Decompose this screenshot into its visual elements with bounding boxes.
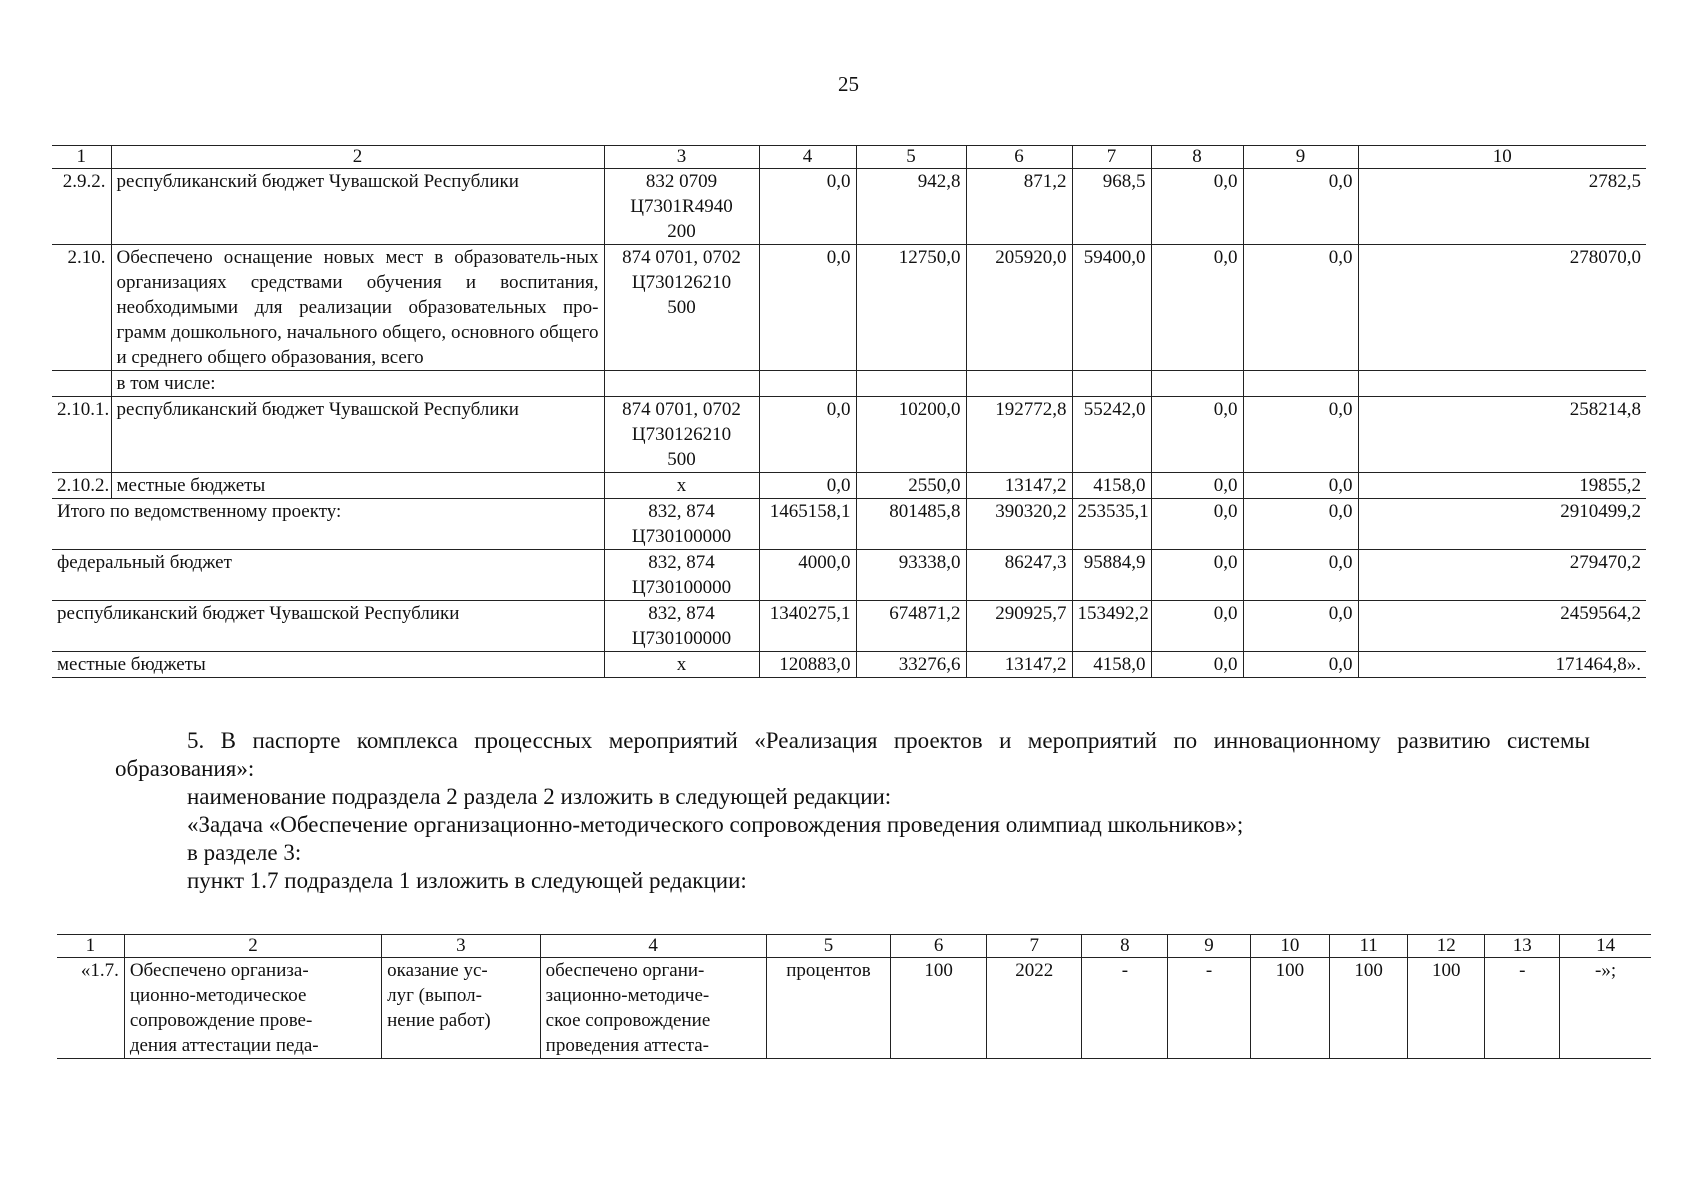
table-row: [57, 958, 1651, 1059]
text-line: x: [676, 475, 687, 496]
table-row: [52, 371, 1646, 397]
paragraph: наименование подраздела 2 раздела 2 изложить в следующей редакции:: [187, 784, 892, 809]
column-header: 5: [766, 935, 891, 958]
text-line: 874 0701, 0702: [622, 399, 741, 420]
value-cell: 19855,2: [1358, 473, 1646, 499]
value-cell: [1358, 371, 1646, 397]
row-number: «1.7.: [57, 958, 124, 1059]
value-cell: 13147,2: [966, 473, 1072, 499]
row-number: 2.10.1.: [52, 397, 111, 473]
row-name: Обеспечено оснащение новых мест в образователь-ных организациях средствами обучения и воспитания, необходимыми для реализации образовательных про-грамм дошкольного, начального общего, основного общего и среднего общего образования, всего: [111, 245, 604, 371]
year-cell: 2022: [986, 958, 1082, 1059]
paragraph: в разделе 3:: [187, 840, 302, 865]
text-line: 500: [667, 449, 696, 470]
value-cell: 942,8: [856, 169, 966, 245]
column-header: 11: [1330, 935, 1408, 958]
table-header-row: [57, 935, 1651, 958]
row-name: республиканский бюджет Чувашской Республики: [111, 397, 604, 473]
text-line: ское сопровождение: [545, 1010, 711, 1031]
text-line: Ц730126210: [631, 424, 732, 445]
indicator-name: [124, 958, 381, 1059]
text-line: 832, 874: [648, 501, 715, 522]
value-cell: 153492,2: [1072, 601, 1151, 652]
budget-code: [604, 473, 759, 499]
row-name: республиканский бюджет Чувашской Республики: [111, 169, 604, 245]
column-header: 13: [1485, 935, 1560, 958]
text-line: ционно-методическое: [129, 985, 307, 1006]
value-cell: 93338,0: [856, 550, 966, 601]
text-line: Ц730100000: [631, 628, 732, 649]
value-cell: 968,5: [1072, 169, 1151, 245]
text-line: Ц730100000: [631, 526, 732, 547]
value-cell: -»;: [1560, 958, 1651, 1059]
value-cell: 4158,0: [1072, 652, 1151, 678]
value-cell: 0,0: [759, 397, 856, 473]
value-cell: 0,0: [1151, 473, 1243, 499]
column-header: 2: [111, 146, 604, 169]
text-line: проведения аттеста-: [545, 1035, 709, 1056]
value-cell: [856, 371, 966, 397]
text-line: сопровождение прове-: [129, 1010, 313, 1031]
total-label: Итого по ведомственному проекту:: [52, 499, 604, 550]
table-header-row: [52, 146, 1646, 169]
value-cell: 278070,0: [1358, 245, 1646, 371]
column-header: 9: [1243, 146, 1358, 169]
column-header: 1: [57, 935, 124, 958]
value-cell: 0,0: [1151, 499, 1243, 550]
value-cell: 2782,5: [1358, 169, 1646, 245]
budget-code: [604, 169, 759, 245]
row-name: в том числе:: [111, 371, 604, 397]
value-cell: [759, 371, 856, 397]
value-cell: 120883,0: [759, 652, 856, 678]
value-cell: 2459564,2: [1358, 601, 1646, 652]
value-cell: 0,0: [1243, 601, 1358, 652]
row-number: 2.10.2.: [52, 473, 111, 499]
budget-code: [604, 371, 759, 397]
value-cell: 0,0: [1151, 397, 1243, 473]
column-header: 6: [966, 146, 1072, 169]
column-header: 6: [891, 935, 987, 958]
value-cell: 4158,0: [1072, 473, 1151, 499]
column-header: 8: [1151, 146, 1243, 169]
value-cell: 0,0: [1151, 169, 1243, 245]
value-cell: 0,0: [1243, 550, 1358, 601]
total-row: [52, 550, 1646, 601]
value-cell: [1151, 371, 1243, 397]
budget-code: [604, 601, 759, 652]
text-line: 200: [667, 221, 696, 242]
column-header: 1: [52, 146, 111, 169]
value-cell: 205920,0: [966, 245, 1072, 371]
value-cell: 0,0: [759, 473, 856, 499]
value-cell: 0,0: [1151, 550, 1243, 601]
value-cell: 390320,2: [966, 499, 1072, 550]
value-cell: 100: [1250, 958, 1329, 1059]
value-cell: 0,0: [1151, 245, 1243, 371]
value-cell: 100: [891, 958, 987, 1059]
text-line: оказание ус-: [387, 960, 488, 981]
table-row: [52, 245, 1646, 371]
value-cell: 0,0: [1243, 652, 1358, 678]
text-line: Ц730100000: [631, 577, 732, 598]
value-cell: 674871,2: [856, 601, 966, 652]
value-cell: [1243, 371, 1358, 397]
table-row: [52, 397, 1646, 473]
budget-code: [604, 245, 759, 371]
total-label: федеральный бюджет: [52, 550, 604, 601]
paragraph: пункт 1.7 подраздела 1 изложить в следующей редакции:: [187, 868, 747, 893]
column-header: 14: [1560, 935, 1651, 958]
value-cell: 12750,0: [856, 245, 966, 371]
row-number: [52, 371, 111, 397]
budget-code: [604, 397, 759, 473]
value-cell: 0,0: [759, 169, 856, 245]
value-cell: 55242,0: [1072, 397, 1151, 473]
service-type: [382, 958, 541, 1059]
text-line: 832 0709: [645, 171, 718, 192]
column-header: 4: [540, 935, 766, 958]
body-text: [115, 727, 1590, 895]
text-line: луг (выпол-: [387, 985, 482, 1006]
text-line: обеспечено органи-: [545, 960, 705, 981]
budget-table: [52, 145, 1646, 678]
column-header: 10: [1250, 935, 1329, 958]
text-line: 500: [667, 297, 696, 318]
column-header: 5: [856, 146, 966, 169]
unit-cell: процентов: [766, 958, 891, 1059]
budget-code: [604, 652, 759, 678]
column-header: 7: [986, 935, 1082, 958]
text-line: 832, 874: [648, 603, 715, 624]
indicator-table: [57, 934, 1651, 1059]
value-cell: [1072, 371, 1151, 397]
total-label: местные бюджеты: [52, 652, 604, 678]
value-cell: -: [1485, 958, 1560, 1059]
value-cell: 0,0: [1151, 652, 1243, 678]
text-line: Ц730126210: [631, 272, 732, 293]
value-cell: 258214,8: [1358, 397, 1646, 473]
table-row: [52, 473, 1646, 499]
value-cell: 13147,2: [966, 652, 1072, 678]
text-line: x: [676, 654, 687, 675]
total-row: [52, 499, 1646, 550]
total-row: [52, 652, 1646, 678]
paragraph: «Задача «Обеспечение организационно-методического сопровождения проведения олимпиад школьников»;: [187, 812, 1244, 837]
value-cell: 290925,7: [966, 601, 1072, 652]
value-cell: -: [1082, 958, 1168, 1059]
result-description: [540, 958, 766, 1059]
value-cell: 2550,0: [856, 473, 966, 499]
value-cell: 59400,0: [1072, 245, 1151, 371]
value-cell: -: [1168, 958, 1251, 1059]
total-row: [52, 601, 1646, 652]
value-cell: 100: [1330, 958, 1408, 1059]
value-cell: [966, 371, 1072, 397]
column-header: 2: [124, 935, 381, 958]
value-cell: 100: [1408, 958, 1485, 1059]
value-cell: 171464,8».: [1358, 652, 1646, 678]
budget-code: [604, 499, 759, 550]
text-line: Обеспечено организа-: [129, 960, 309, 981]
text-line: нение работ): [387, 1010, 491, 1031]
value-cell: 86247,3: [966, 550, 1072, 601]
value-cell: 0,0: [1243, 245, 1358, 371]
text-line: Ц7301R4940: [630, 196, 733, 217]
text-line: зационно-методиче-: [545, 985, 710, 1006]
value-cell: 1340275,1: [759, 601, 856, 652]
total-label: республиканский бюджет Чувашской Республики: [52, 601, 604, 652]
value-cell: 0,0: [1151, 601, 1243, 652]
text-line: 874 0701, 0702: [622, 247, 741, 268]
value-cell: 33276,6: [856, 652, 966, 678]
value-cell: 10200,0: [856, 397, 966, 473]
column-header: 12: [1408, 935, 1485, 958]
text-line: дения аттестации педа-: [129, 1035, 319, 1056]
column-header: 3: [382, 935, 541, 958]
value-cell: 2910499,2: [1358, 499, 1646, 550]
column-header: 7: [1072, 146, 1151, 169]
value-cell: 4000,0: [759, 550, 856, 601]
budget-code: [604, 550, 759, 601]
text-line: 832, 874: [648, 552, 715, 573]
column-header: 10: [1358, 146, 1646, 169]
column-header: 9: [1168, 935, 1251, 958]
page-number: 25: [838, 72, 859, 96]
row-number: 2.9.2.: [52, 169, 111, 245]
value-cell: 0,0: [759, 245, 856, 371]
row-number: 2.10.: [52, 245, 111, 371]
value-cell: 0,0: [1243, 499, 1358, 550]
value-cell: 253535,1: [1072, 499, 1151, 550]
row-name: местные бюджеты: [111, 473, 604, 499]
value-cell: 192772,8: [966, 397, 1072, 473]
table-row: [52, 169, 1646, 245]
value-cell: 0,0: [1243, 473, 1358, 499]
value-cell: 0,0: [1243, 169, 1358, 245]
column-header: 4: [759, 146, 856, 169]
value-cell: 1465158,1: [759, 499, 856, 550]
value-cell: 0,0: [1243, 397, 1358, 473]
value-cell: 871,2: [966, 169, 1072, 245]
value-cell: 801485,8: [856, 499, 966, 550]
column-header: 8: [1082, 935, 1168, 958]
paragraph: 5. В паспорте комплекса процессных мероприятий «Реализация проектов и мероприятий по инновационному развитию системы образования»:: [115, 728, 1590, 781]
column-header: 3: [604, 146, 759, 169]
value-cell: 279470,2: [1358, 550, 1646, 601]
value-cell: 95884,9: [1072, 550, 1151, 601]
